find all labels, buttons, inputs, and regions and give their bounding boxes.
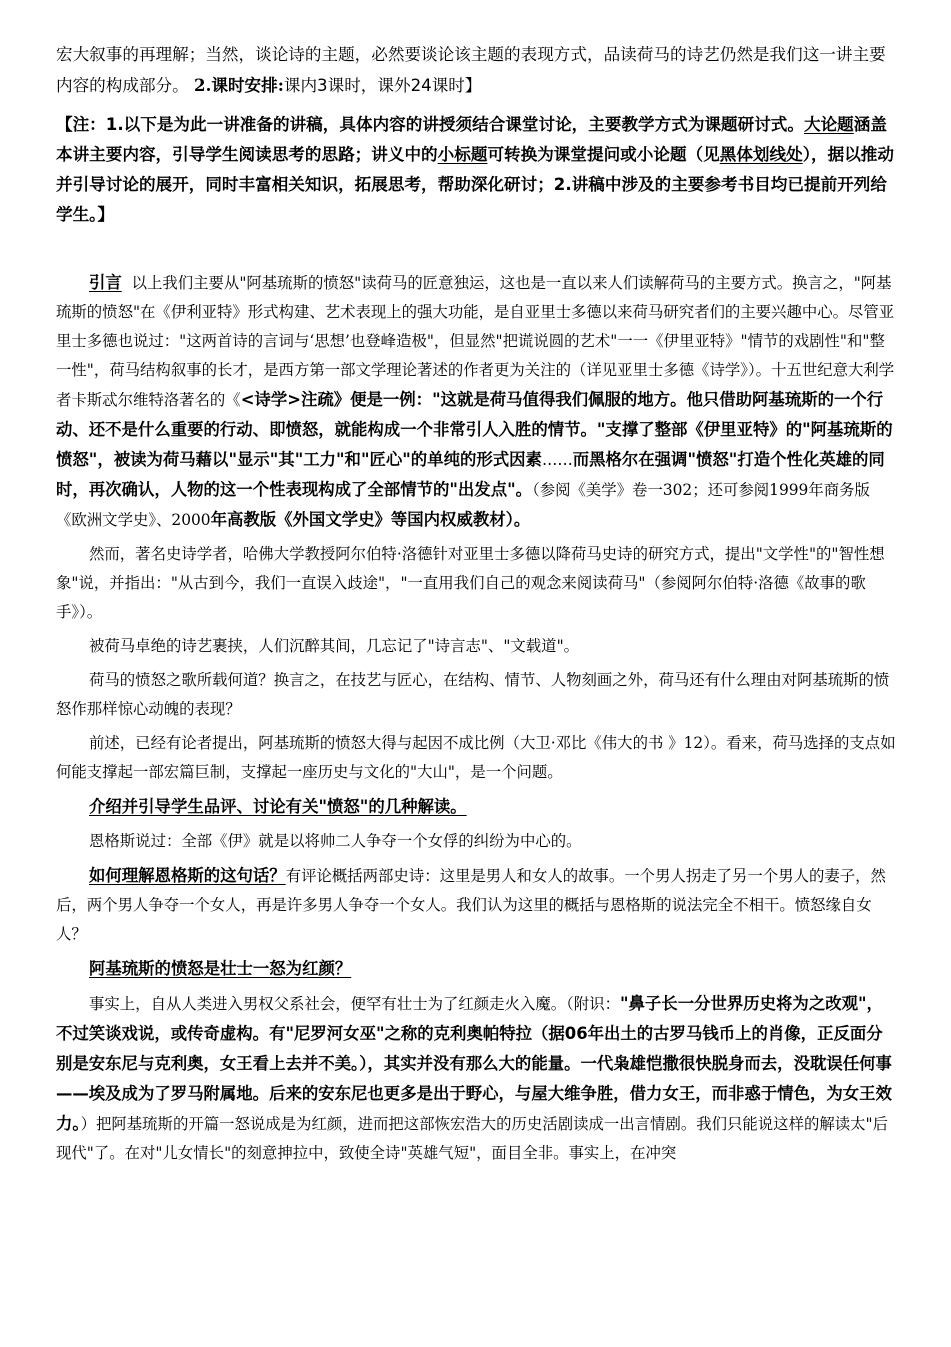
heading-readings bbox=[56, 792, 896, 822]
intro-text-5: （参阅《美学》卷一302；还可参阅1999年商务版《欧洲文学史》、2000 bbox=[56, 481, 870, 529]
final-paragraph bbox=[56, 989, 896, 1168]
engels-question-label: 如何理解恩格斯的这句话？ bbox=[89, 866, 286, 885]
poetry-paragraph: 被荷马卓绝的诗艺裹挟，人们沉醉其间，几忘记了"诗言志"、"文载道"。 bbox=[89, 637, 580, 655]
heading-beauty-text: 阿基琉斯的愤怒是壮士一怒为红颜？ bbox=[89, 959, 352, 978]
intro-paragraph bbox=[56, 268, 896, 535]
engels-question-text: 有评论概括两部史诗：这里是男人和女人的故事。一个男人拐走了另一个男人的妻子，然后，两个男人争夺一个女人，再是许多男人争夺一个女人。我们认为这里的概括与恩格斯的说法完全不相干。愤怒缘自女人？ bbox=[56, 867, 886, 943]
heading-beauty bbox=[56, 954, 896, 984]
note-text-3: 可转换为课堂提问或小论题（见 bbox=[487, 145, 720, 164]
top-paragraph bbox=[56, 40, 896, 101]
note-paragraph bbox=[56, 110, 896, 230]
final-text-3: ）把阿基琉斯的开篇一怒说成是为红颜，进而把这部恢宏浩大的历史活剧读成一出言情剧。我们只能说这样的解读太"后现代"了。在对"儿女情长"的刻意抻拉中，致使全诗"英雄气短"，面目全非。事实上，在冲突 bbox=[56, 1115, 888, 1162]
intro-text-1: 以上我们主要从"阿基琉斯的愤怒"读荷马的匠意独运，这也是一直以来人们读解荷马的主要方式。换言之，"阿基琉斯的愤怒"在《伊利亚特》形式构建、艺术表现上的强大功能，是自亚里士多德以来荷马研究者们的主要兴趣中心。尽管亚里士多德也说过："这两首诗的言词与‘思想’也登峰造极"，但显然"把谎说圆的艺术"一一《伊里亚特》"情节的戏剧性"和"整一性"，荷马结构叙事的长才，是西方第一部文学理论著述的作者更为关注的（详见亚里士多德《诗学》）。十五世纪意大利学者卡斯忒尔维特洛著名的《 bbox=[56, 274, 895, 409]
top-text: 宏大叙事的再理解；当然，谈论诗的主题，必然要谈论该主题的表现方式，品读荷马的诗艺仍然是我们这一讲主要内容的构成部分。 bbox=[56, 45, 886, 95]
final-text-2: "鼻子长一分世界历史将为之改观"，不过笑谈戏说，或传奇虚构。有"尼罗河女巫"之称的克利奥帕特拉（据06年出土的古罗马钱币上的肖像，正反面分别是安东尼与克利奥，女王看上去并不美。），其实并没有那么大的能量。一代枭雄恺撒很快脱身而去，没耽误任何事——埃及成为了罗马附属地。后来的安东尼也更多是出于野心，与屋大维争胜，借力女王，而非惑于情色，为女王效力。 bbox=[56, 994, 892, 1133]
schedule-label: 2.课时安排: bbox=[194, 75, 284, 95]
engels-paragraph: 恩格斯说过：全部《伊》就是以将帅二人争夺一个女俘的纠纷为中心的。 bbox=[89, 832, 582, 850]
intro-ellipsis: …… bbox=[541, 451, 573, 469]
schedule-text: 课内3课时，课外24课时】 bbox=[283, 76, 482, 95]
intro-text-4: 而黑格尔在强调"愤怒"打造个性化英雄的同时，再次确认，人物的这一个性表现构成了全部情节的"出发点"。 bbox=[56, 450, 885, 499]
note-text-2: 涵盖本讲主要内容，引导学生阅读思考的思路；讲义中的 bbox=[56, 115, 887, 164]
note-small-topic: 小标题 bbox=[437, 145, 488, 164]
final-text-1: 事实上，自从人类进入男权父系社会，便罕有壮士为了红颜走火入魔。（附识： bbox=[89, 995, 620, 1013]
note-bold-underline: 黑体划线处 bbox=[719, 145, 803, 164]
question-paragraph: 荷马的愤怒之歌所载何道？换言之，在技艺与匠心，在结构、情节、人物刻画之外，荷马还有什么理由对阿基琉斯的愤怒作那样惊心动魄的表现？ bbox=[56, 671, 890, 718]
lord-paragraph: 然而，著名史诗学者，哈佛大学教授阿尔伯特·洛德针对亚里士多德以降荷马史诗的研究方式，提出"文学性"的"智性想象"说，并指出："从古到今，我们一直误入歧途"，"一直用我们自己的观念来阅读荷马"（参阅阿尔伯特·洛德《故事的歌手》）。 bbox=[56, 545, 885, 621]
intro-label: 引言 bbox=[89, 273, 122, 292]
intro-text-6: 年高教版《外国文学史》等国内权威教材）。 bbox=[210, 510, 531, 529]
heading-readings-text: 介绍并引导学生品评、讨论有关"愤怒"的几种解读。 bbox=[89, 797, 467, 816]
note-big-topic: 大论题 bbox=[803, 115, 854, 134]
intro-text-2: <诗学>注疏》便是一例："这就是荷马值得我们佩服的地方。他只借助阿基琉斯的一个行动、还不是什么重要的行动、即愤怒，就能构成一个非常引人入胜的情节。"支撑了整部《伊里亚特》的"阿基琉斯的愤怒"，被读为荷马藉以"显示"其"工力"和"匠心"的单纯的形式因素 bbox=[56, 390, 893, 469]
engels-question-paragraph bbox=[56, 861, 896, 949]
denby-paragraph: 前述，已经有论者提出，阿基琉斯的愤怒大得与起因不成比例（大卫·邓比《伟大的书 》12）。看来，荷马选择的支点如何能支撑起一部宏篇巨制，支撑起一座历史与文化的"大山"，是一个问题。 bbox=[56, 734, 896, 781]
note-text-1: 【注：1.以下是为此一讲准备的讲稿，具体内容的讲授须结合课堂讨论，主要教学方式为课题研讨式。 bbox=[56, 115, 804, 134]
note-text-4: ），据以推动并引导讨论的展开，同时丰富相关知识，拓展思考，帮助深化研讨；2.讲稿中涉及的主要参考书目均已提前开列给学生。】 bbox=[56, 145, 894, 224]
